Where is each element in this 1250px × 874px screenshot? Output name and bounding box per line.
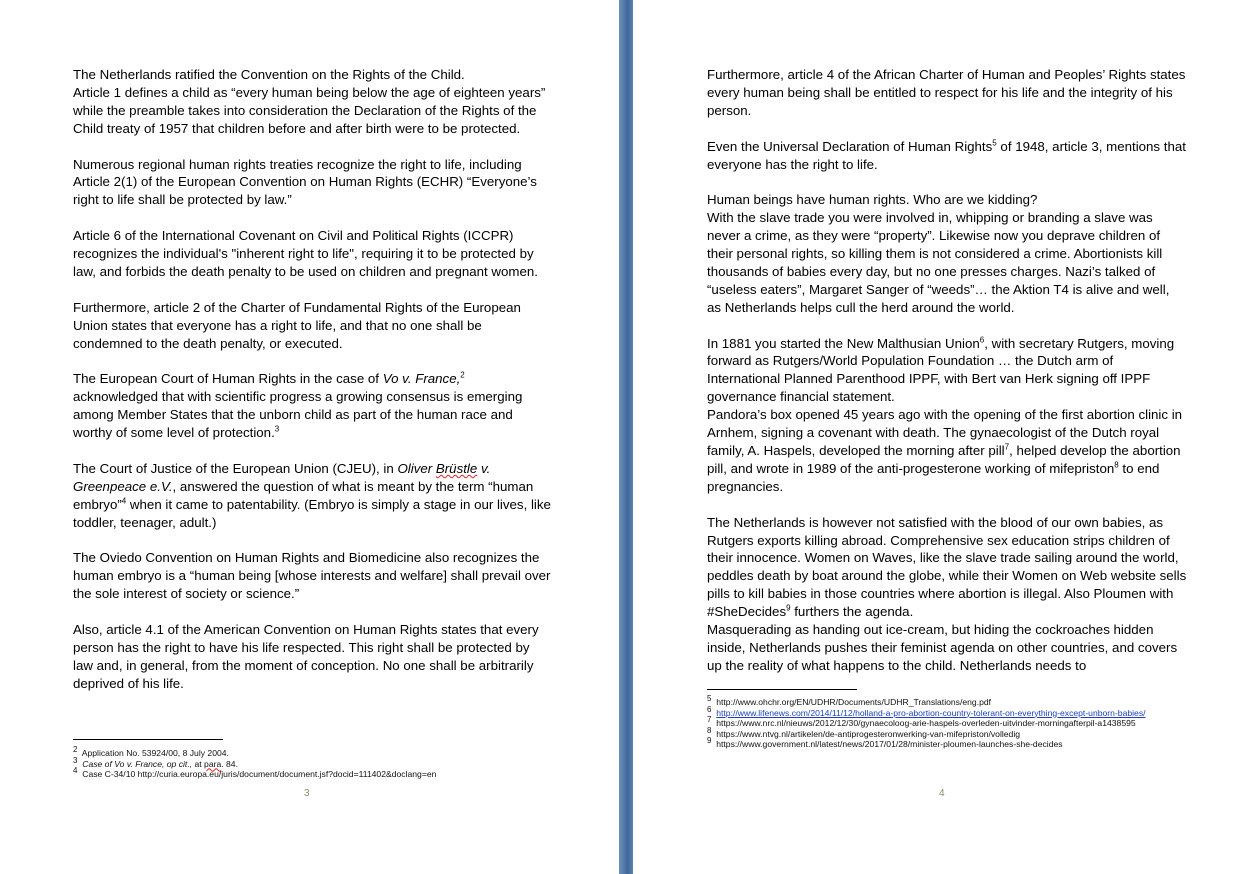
footnote-4 (73, 766, 573, 780)
footnote-text: Case of Vo v. France, op cit., (82, 758, 193, 769)
footnote-2 (73, 745, 573, 759)
text-run: of 1948, article 3, mentions that everyone has the right to life. (707, 138, 1186, 172)
page-number: 4 (939, 788, 945, 799)
case-name: Oliver (397, 460, 436, 476)
footnote-number: 8 (707, 725, 712, 735)
crc-line-1: The Netherlands ratified the Convention on the Rights of the Child. (73, 67, 465, 82)
footnote-number: 5 (707, 694, 712, 704)
footnote-ref-3[interactable]: 3 (274, 424, 280, 434)
page-4-body (707, 66, 1187, 675)
text-run: The Court of Justice of the European Union (CJEU), in (73, 460, 398, 476)
footnote-8 (707, 725, 1167, 740)
crc-line-2: Article 1 defines a child as “every human being below the age of eighteen years” while the preamble takes into consideration the Declaration of the Rights of the Child treaty of 1957 that children before and after birth were to be protected. (73, 84, 546, 136)
paragraph-human-rights (707, 191, 1187, 316)
case-name: v. Greenpeace e.V. (73, 460, 491, 494)
footnote-6 (707, 704, 1167, 719)
footnote-text: . 84. (221, 758, 238, 769)
paragraph-american-convention: Also, article 4.1 of the American Convention on Human Rights states that every person has the right to have his life respected. This right shall be protected by law and, in general, from the moment of conception. No one shall be arbitrarily deprived of his life. (73, 621, 539, 691)
footnote-number: 7 (707, 715, 712, 725)
page-gutter (619, 0, 633, 874)
text-run: when it came to patentability. (Embryo is simply a stage in our lives, like toddler, teenager, adult.) (73, 496, 551, 530)
text-run: In 1881 you started the New Malthusian Union (707, 335, 980, 351)
text-run: The Netherlands is however not satisfied with the blood of our own babies, as Rutgers exports killing abroad. Comprehensive sex education strips children of their innocence. Women on Waves, like the slave trade sailing around the world, peddles death by boat around the globe, while their Women on Web website sells pills to kill babies in those countries where abortion is illegal. Also Ploumen with #SheDecides (707, 514, 1187, 620)
spellcheck-word[interactable]: para (204, 758, 222, 769)
human-rights-line-2: With the slave trade you were involved in, whipping or branding a slave was never a crime, as they were “property”. Likewise now you deprave children of their personal rights, so killing them is not considered a crime. Abortionists kill thousands of babies every day, but no one presses charges. Nazi’s talked of “useless eaters”, Margaret Sanger of “weeds”… the Aktion T4 is alive and well, as Netherlands helps cull the herd around the world. (707, 210, 1170, 315)
footnote-text: at (192, 758, 205, 769)
footnote-text: https://www.ntvg.nl/artikelen/de-antiprogesteronwerking-van-mifepriston/volledig (716, 728, 1021, 739)
paragraph-oviedo: The Oviedo Convention on Human Rights and Biomedicine also recognizes the human embryo is a “human being [whose interests and welfare] shall prevail over the sole interest of society or science.” (73, 550, 551, 602)
footnote-number: 6 (707, 704, 712, 714)
footnote-link[interactable]: http://www.lifenews.com/2014/11/12/holland-a-pro-abortion-country-tolerant-on-everything-except-unborn-babies/ (716, 707, 1146, 718)
footnote-number: 4 (73, 766, 78, 776)
footnote-number: 2 (73, 745, 78, 755)
paragraph-udhr (707, 138, 1187, 174)
paragraph-masquerading: Masquerading as handing out ice-cream, but hiding the cockroaches hidden inside, Netherlands pushes their feminist agenda on other countries, and covers up the reality of what happens to the child. Netherlands needs to (707, 622, 1178, 673)
footnote-ref-2[interactable]: 2 (460, 370, 465, 380)
footnote-text: Application No. 53924/00, 8 July 2004. (81, 748, 229, 758)
text-run: furthers the agenda. (790, 604, 914, 620)
footnote-ref-5[interactable]: 5 (992, 138, 997, 148)
paragraph-iccpr: Article 6 of the International Covenant on Civil and Political Rights (ICCPR) recognizes the individual's "inherent right to life", requiring it to be protected by law, and forbids the death penalty to be used on children and pregnant women. (73, 228, 538, 279)
text-run: , helped develop the abortion pill, and wrote in 1989 of the anti-progesterone working of mifepriston (707, 442, 1181, 476)
footnote-ref-8[interactable]: 8 (1114, 460, 1119, 470)
footnote-ref-9[interactable]: 9 (786, 603, 791, 613)
text-run: Even the Universal Declaration of Human Rights (707, 138, 993, 154)
footnote-3 (73, 755, 573, 770)
footnote-ref-7[interactable]: 7 (1004, 442, 1010, 452)
footnote-text: https://www.nrc.nl/nieuws/2012/12/30/gynaecoloog-arie-haspels-overleden-uitvinder-morningafterpil-a1438595 (716, 718, 1136, 729)
footnote-separator (707, 689, 857, 690)
paragraph-vo-v-france (73, 370, 553, 442)
document-page-3 (0, 0, 619, 874)
paragraph-malthusian (707, 335, 1187, 407)
text-run: , with secretary Rutgers, moving forward as Rutgers/World Population Foundation … the Dutch arm of International Planned Parenthood IPPF, with Bert van Herk signing off IPPF governance financial statement. (707, 335, 1175, 405)
human-rights-line-1: Human beings have human rights. Who are we kidding? (707, 192, 1038, 208)
footnote-7 (707, 715, 1167, 729)
page-3-body (73, 66, 553, 693)
text-run: to end pregnancies. (707, 460, 1160, 494)
spellcheck-word[interactable]: Brüstle (435, 460, 478, 476)
footnote-text: http://www.ohchr.org/EN/UDHR/Documents/UDHR_Translations/eng.pdf (716, 697, 992, 707)
footnote-number: 9 (707, 736, 712, 746)
footnote-number: 3 (73, 755, 78, 765)
paragraph-crc (73, 66, 553, 138)
footnote-separator (73, 739, 223, 740)
document-page-4 (633, 0, 1250, 874)
footnotes-page-4 (707, 694, 1167, 750)
footnote-ref-6[interactable]: 6 (979, 335, 985, 345)
text-run: acknowledged that with scientific progress a growing consensus is emerging among Member States that the unborn child as part of the human race and worthy of some level of protection. (73, 389, 523, 441)
footnote-9 (707, 736, 1167, 750)
page-number: 3 (304, 788, 310, 799)
footnote-5 (707, 694, 1167, 708)
paragraph-netherlands (707, 514, 1187, 621)
footnote-text: https://www.government.nl/latest/news/2017/01/28/minister-ploumen-launches-she-decides (716, 739, 1063, 750)
text-run: , answered the question of what is meant by the term “human embryo” (73, 478, 534, 512)
paragraph-echr: Numerous regional human rights treaties recognize the right to life, including Article 2(1) of the European Convention on Human Rights (ECHR) “Everyone’s right to life shall be protected by law.” (73, 156, 537, 208)
case-name: Vo v. France, (382, 371, 461, 387)
paragraph-eu-charter: Furthermore, article 2 of the Charter of Fundamental Rights of the European Union states that everyone has a right to life, and that no one shall be condemned to the death penalty, or executed. (73, 299, 521, 351)
paragraph-cjeu (73, 460, 553, 532)
paragraph-african-charter: Furthermore, article 4 of the African Charter of Human and Peoples’ Rights states every human being shall be entitled to respect for his life and the integrity of his person. (707, 67, 1186, 118)
footnote-ref-4[interactable]: 4 (121, 496, 127, 506)
text-run: Pandora’s box opened 45 years ago with the opening of the first abortion clinic in Arnhem, signing a covenant with death. The gynaecologist of the Dutch royal family, A. Haspels, developed the morning after pill (707, 407, 1183, 458)
footnotes-page-3 (73, 745, 573, 780)
footnote-text: Case C-34/10 http://curia.europa.eu/juris/document/document.jsf?docid=111402&doclang=en (82, 769, 437, 780)
paragraph-pandora (707, 406, 1187, 496)
text-run: The European Court of Human Rights in the case of (73, 371, 383, 387)
